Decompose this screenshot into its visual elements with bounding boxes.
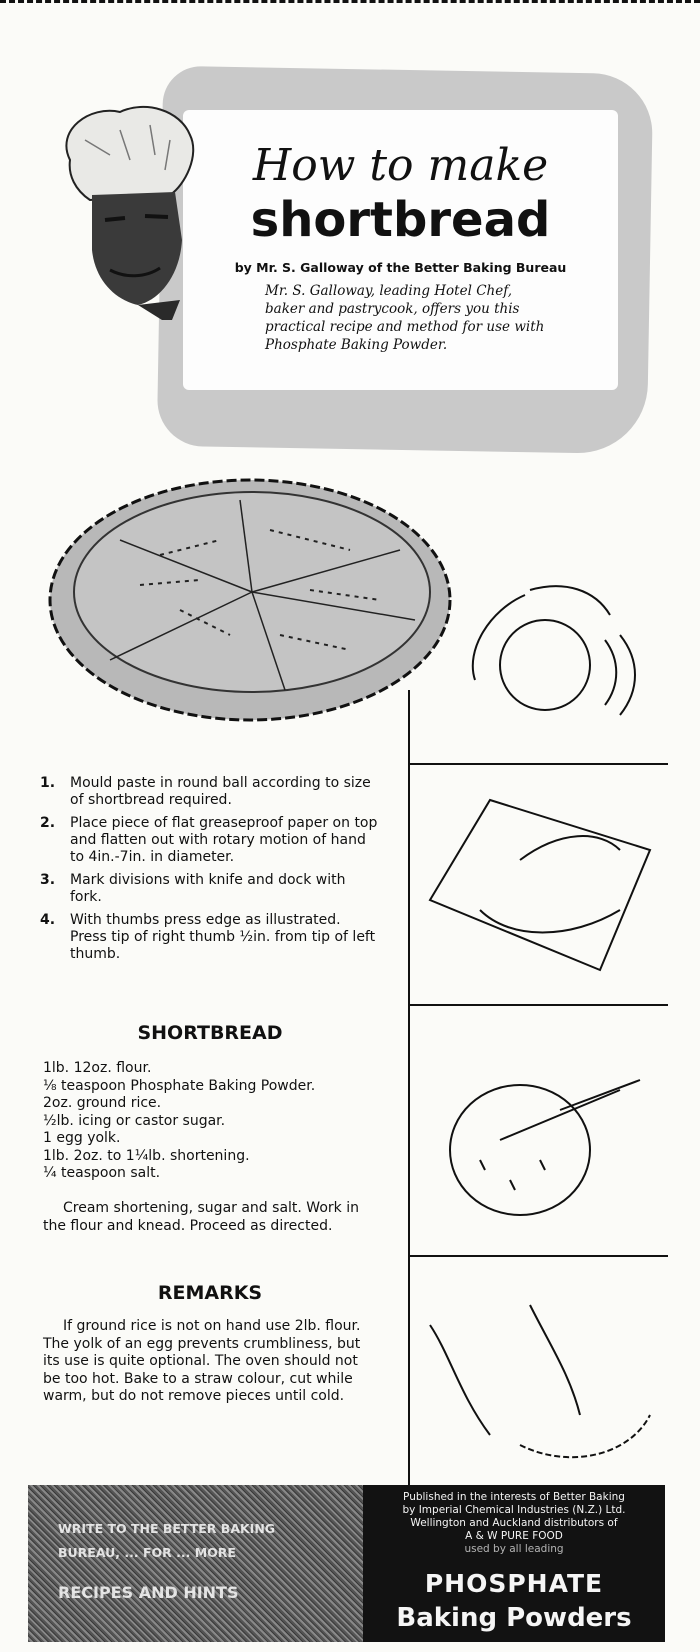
list-item [40,912,380,963]
panel-divider [408,763,668,765]
publisher-line: used by all leading [464,1543,564,1555]
ingredient: ⅛ teaspoon Phosphate Baking Powder. [43,1077,316,1094]
step-text: Mark divisions with knife and dock with fork. [70,872,346,905]
ingredient: ½lb. icing or castor sugar. [43,1112,226,1129]
step-3-illustration [440,1040,660,1230]
step-2-illustration [420,790,660,980]
list-item [40,775,380,809]
footer-left-line: RECIPES AND HINTS [58,1583,239,1602]
footer-halftone-panel [28,1485,363,1642]
list-item [40,815,380,866]
step-number: 3. [40,872,56,888]
intro-line: practical recipe and method for use with [265,319,545,335]
step-number: 2. [40,815,56,831]
header-card [183,110,618,390]
publisher-note [371,1491,657,1556]
step-text: Place piece of flat greaseproof paper on top and flatten out with rotary motion of hand to 4in.-7in. in diameter. [70,815,378,865]
publisher-line: A & W PURE FOOD [465,1530,563,1542]
publisher-line: by Imperial Chemical Industries (N.Z.) Ltd. [402,1504,626,1516]
intro-line: Phosphate Baking Powder. [265,337,448,353]
step-text: With thumbs press edge as illustrated. Press tip of right thumb ½in. from tip of left thumb. [70,912,376,962]
ingredient: 2oz. ground rice. [43,1095,162,1111]
intro-line: baker and pastrycook, offers you this [265,301,520,317]
remarks-text: If ground rice is not on hand use 2lb. flour. The yolk of an egg prevents crumbliness, but its use is quite optional. The oven should not be too hot. Bake to a straw colour, cut while warm, but do not remove pieces until cold. [43,1318,361,1404]
step-1-illustration [455,570,655,750]
remarks-title: REMARKS [157,1282,263,1304]
footer-brand-panel [363,1485,665,1642]
instructions-list [40,775,380,969]
shortbread-illustration [30,460,460,730]
footer-left-line: WRITE TO THE BETTER BAKING [58,1521,276,1536]
dashed-cut-border [0,0,700,8]
panel-divider [408,1004,668,1006]
title-bold: shortbread [250,192,551,248]
list-item [40,872,380,906]
byline: by Mr. S. Galloway of the Better Baking Bureau [234,260,567,275]
ingredients-list [43,1060,383,1183]
ingredient: 1lb. 2oz. to 1¼lb. shortening. [43,1147,250,1164]
recipe-title: SHORTBREAD [137,1022,283,1044]
publisher-line: Published in the interests of Better Baking [403,1491,625,1503]
brand-baking-powders: Baking Powders [396,1603,632,1633]
step-4-illustration [420,1295,660,1475]
intro-line: Mr. S. Galloway, leading Hotel Chef, [265,283,513,299]
intro-text [265,282,565,354]
publisher-line: Wellington and Auckland distributors of [410,1517,618,1529]
ingredient: 1 egg yolk. [43,1130,121,1146]
step-number: 4. [40,912,56,928]
chef-portrait [50,100,210,320]
panel-divider [408,1255,668,1257]
step-text: Mould paste in round ball according to size of shortbread required. [70,775,371,808]
footer-left-line: BUREAU, ... FOR ... MORE [58,1545,236,1560]
method-text: Cream shortening, sugar and salt. Work in the flour and knead. Proceed as directed. [43,1200,359,1234]
brand-phosphate: PHOSPHATE [424,1569,604,1598]
ingredient: 1lb. 12oz. flour. [43,1060,152,1076]
step-number: 1. [40,775,56,791]
column-divider [408,690,410,1490]
ingredient: ¼ teaspoon salt. [43,1165,161,1181]
title-script: How to make [252,140,549,191]
